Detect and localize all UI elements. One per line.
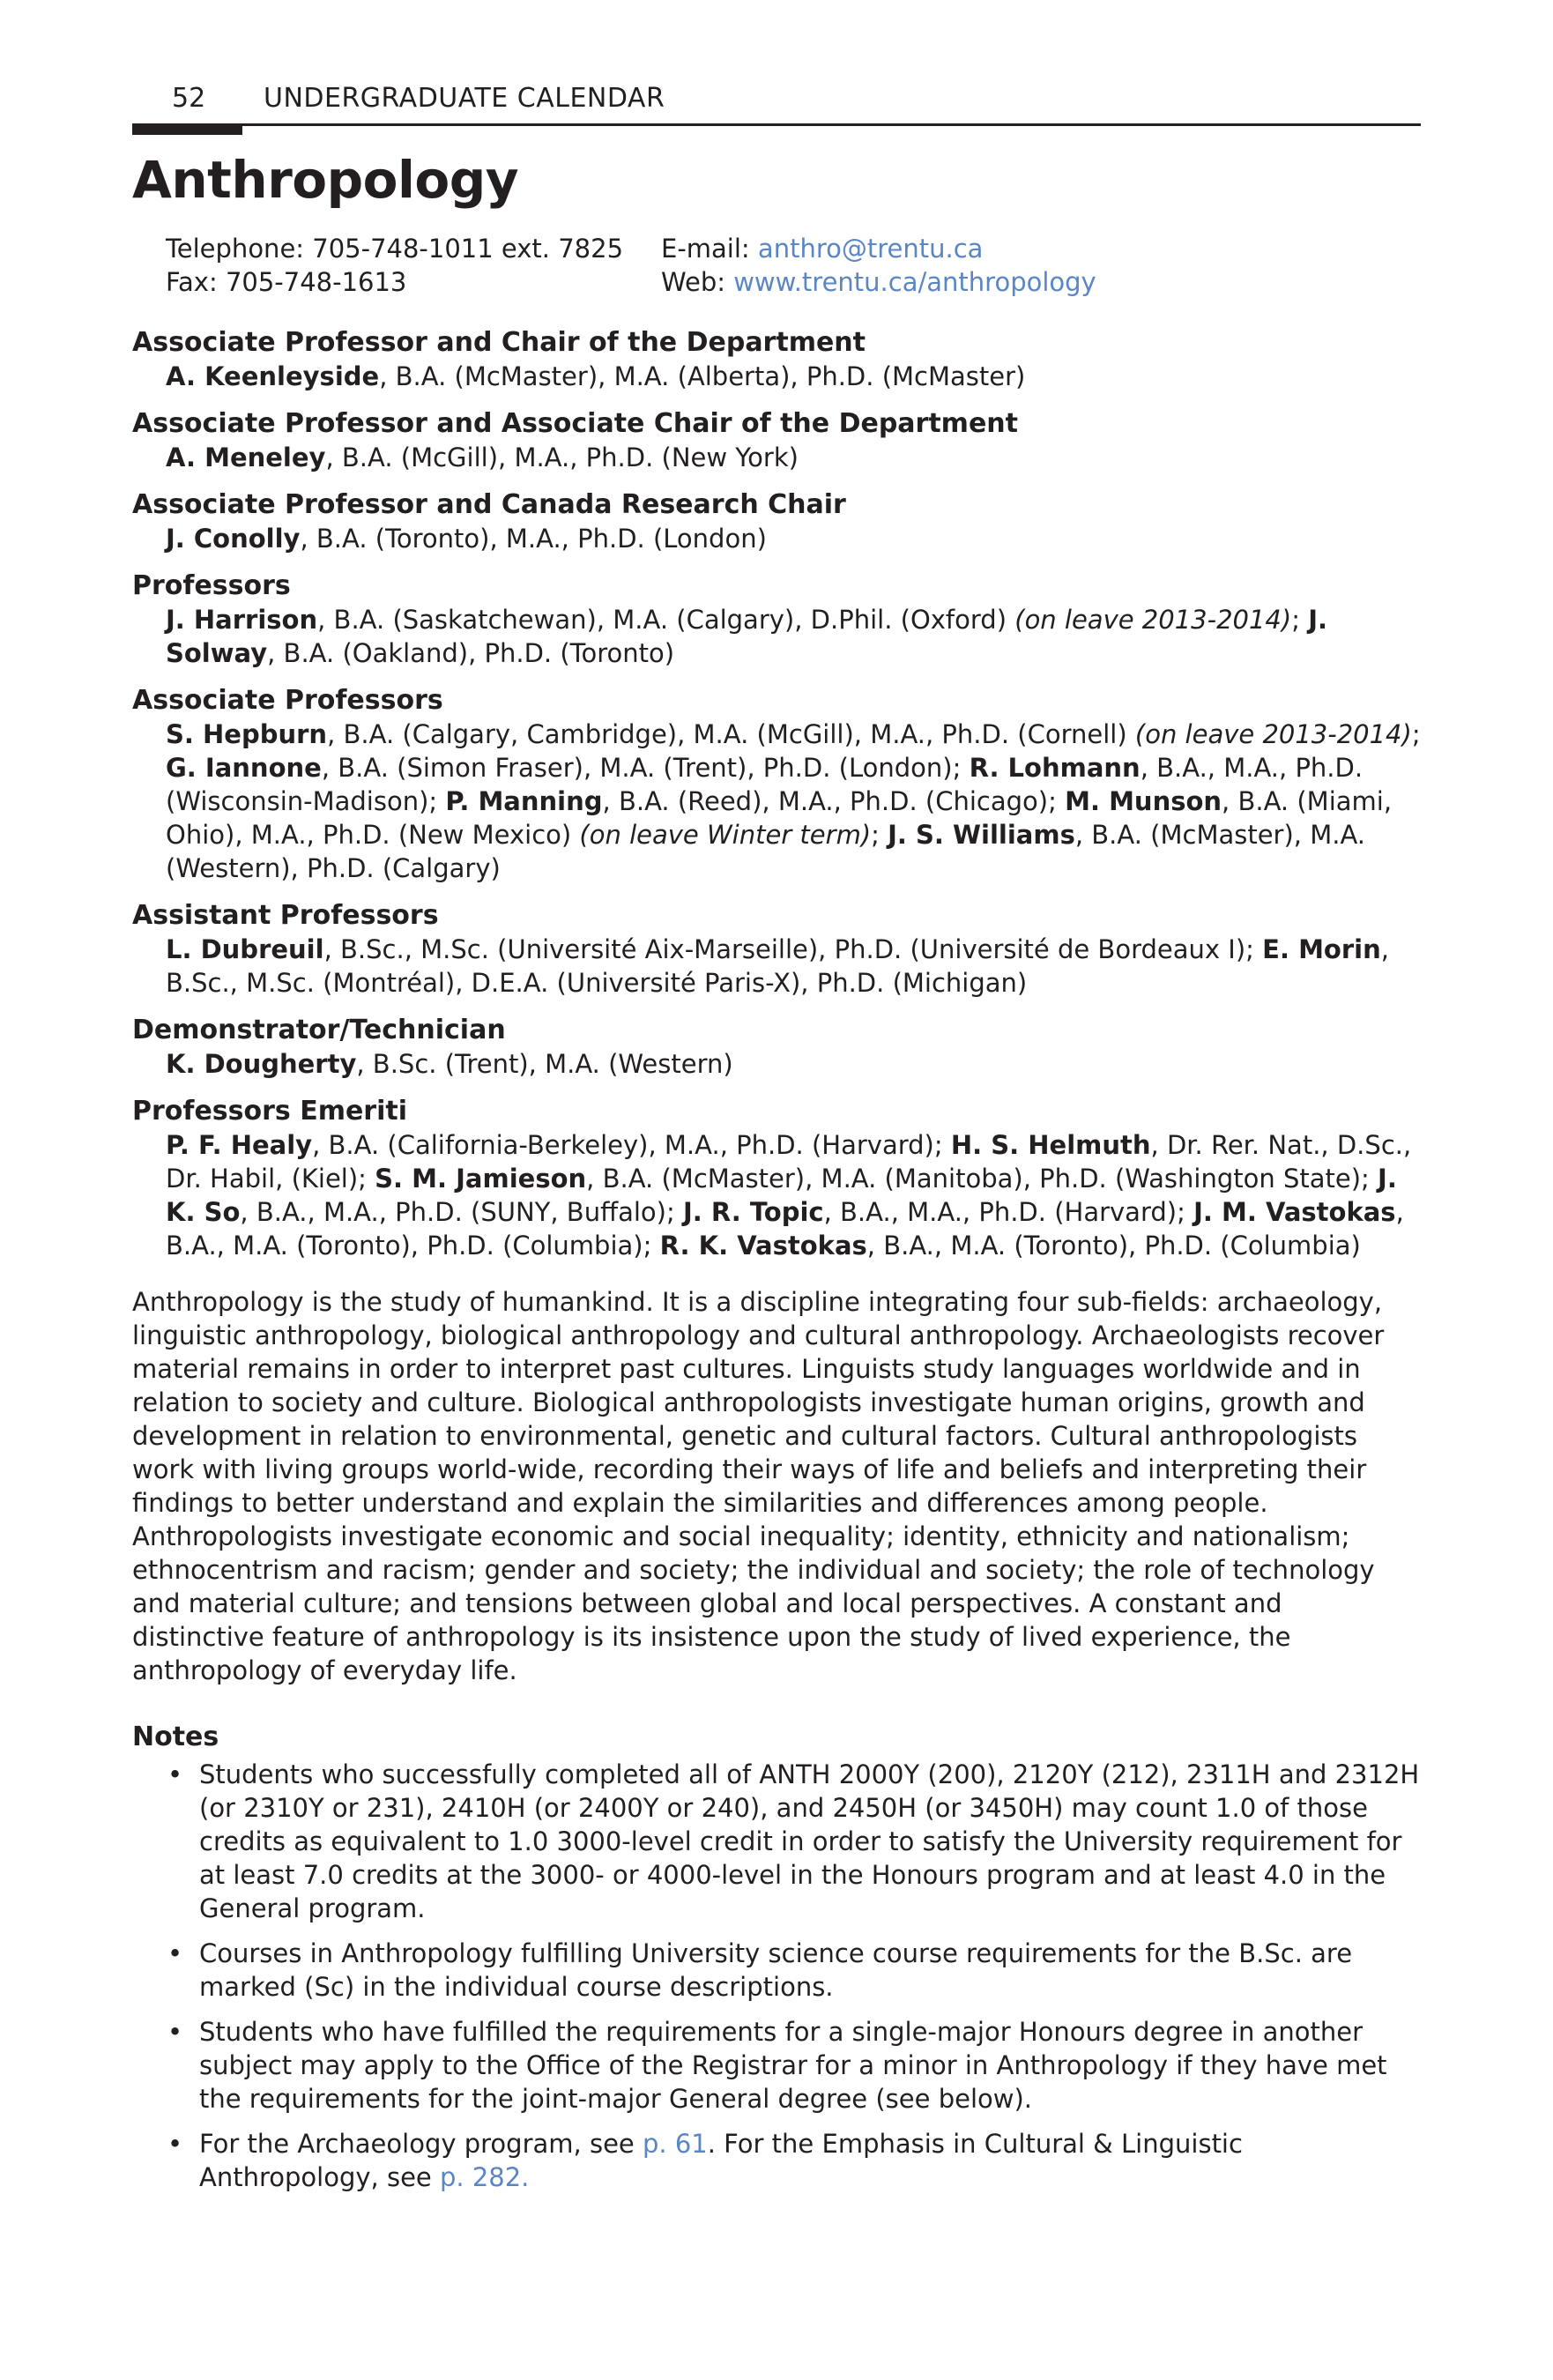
separator: ; [665,1197,683,1227]
intro-paragraph: Anthropology is the study of humankind. It is a discipline integrating four sub-fields: archaeology, linguistic anthropology, biological anthropology and cultural anthropology. Archaeologists recover material remains in order to interpret past cultures. Linguists study languages worldwide and in relation to society and culture. Biological anthropologists investigate human origins, growth and development in relation to environmental, genetic and cultural factors. Cultural anthropologists work with living groups world-wide, recording their ways of life and beliefs and interpreting their findings to better understand and explain the similarities and differences among people. Anthropologists investigate economic and social inequality; identity, ethnicity and nationalism; ethnocentrism and racism; gender and society; the individual and society; the role of technology and material culture; and tensions between global and local perspectives. A constant and distinctive feature of anthropology is its insistence upon the study of lived experience, the anthropology of everyday life. [132,1287,1385,1685]
faculty-degrees: , B.Sc. (Trent), M.A. (Western) [356,1049,733,1079]
section-title: Associate Professor and Associate Chair of the Department [132,408,1018,439]
faculty-degrees: , B.Sc., M.Sc. (Université Aix-Marseille), Ph.D. (Université de Bordeaux I) [323,934,1246,964]
faculty-degrees: , B.A., M.A. (Toronto), Ph.D. (Columbia) [866,1231,1361,1261]
faculty-degrees: , B.A. (McGill), M.A., Ph.D. (New York) [325,443,799,472]
separator: ; [358,1164,375,1194]
note-item [132,1937,1421,2004]
faculty-section [132,1095,1421,1262]
separator: ; [1291,605,1309,635]
fax: Fax: 705-748-1613 [166,267,407,297]
faculty-degrees: , B.A. (Toronto), M.A., Ph.D. (London) [300,524,767,554]
leave-note: (on leave 2013-2014) [1014,605,1292,635]
faculty-degrees: , B.A., M.A., Ph.D. (Harvard) [823,1197,1178,1227]
section-title: Demonstrator/Technician [132,1015,506,1045]
people-list [166,603,1421,670]
people-list [166,718,1421,885]
faculty-degrees: , B.A., M.A., Ph.D. (SUNY, Buffalo) [240,1197,666,1227]
faculty-name: P. F. Healy [166,1130,313,1160]
people-list [166,1047,1421,1081]
faculty-degrees: , B.A. (Calgary, Cambridge), M.A. (McGill), M.A., Ph.D. (Cornell) [327,719,1135,749]
faculty-name: S. Hepburn [166,719,328,749]
faculty-degrees: , B.A. (California-Berkeley), M.A., Ph.D. (Harvard) [312,1130,934,1160]
main-content [132,326,1421,2205]
faculty-name: J. K. So [166,1164,1397,1227]
faculty-name: R. Lohmann [969,753,1141,783]
faculty-name: J. R. Topic [682,1197,824,1227]
separator: ; [1361,1164,1378,1194]
faculty-degrees: , B.Sc., M.Sc. (Montréal), D.E.A. (Université Paris-X), Ph.D. (Michigan) [166,934,1389,998]
web-label: Web: [661,267,734,297]
header-rule-thick [132,123,242,135]
faculty-name: R. K. Vastokas [659,1231,867,1261]
faculty-degrees: , B.A. (McMaster), M.A. (Manitoba), Ph.D. (Washington State) [586,1164,1362,1194]
faculty-name: P. Manning [445,786,603,816]
header-rule-thin [242,123,1421,126]
note-item [132,2127,1421,2194]
faculty-section [132,684,1421,885]
page-link[interactable]: p. 282. [439,2162,530,2192]
note-item [132,1758,1421,1925]
email-link[interactable]: anthro@trentu.ca [757,234,984,264]
note-text: . For the Emphasis in Cultural & Linguistic Anthropology, see [199,2129,1243,2192]
faculty-name: G. Iannone [166,753,322,783]
faculty-name: A. Meneley [166,443,326,472]
web-line [661,265,1096,299]
faculty-section [132,1014,1421,1081]
people-list [166,522,1421,555]
section-title: Associate Professor and Chair of the Department [132,327,866,358]
faculty-name: J. Conolly [166,524,301,554]
bullet-icon: • [167,2129,183,2159]
separator: ; [1177,1197,1194,1227]
faculty-name: M. Munson [1065,786,1222,816]
running-head: UNDERGRADUATE CALENDAR [264,83,665,114]
leave-note: (on leave 2013-2014) [1134,719,1412,749]
page-link[interactable]: p. 61 [642,2129,708,2159]
separator: ; [1411,719,1421,749]
faculty-name: J. S. Williams [888,820,1075,850]
faculty-section [132,407,1421,474]
faculty-degrees: , B.A. (Reed), M.A., Ph.D. (Chicago) [602,786,1049,816]
separator: ; [428,786,446,816]
bullet-icon: • [167,1938,183,1968]
header-row [132,81,1421,123]
section-title: Associate Professor and Canada Research Chair [132,489,846,520]
page-title: Anthropology [132,150,519,210]
faculty-degrees: , B.A. (Miami, Ohio), M.A., Ph.D. (New Mexico) [166,786,1393,850]
section-title: Professors [132,570,291,601]
email-line [661,232,983,265]
separator: ; [933,1130,951,1160]
people-list [166,1128,1421,1262]
bullet-icon: • [167,2017,183,2047]
section-title: Assistant Professors [132,900,439,931]
section-title: Associate Professors [132,685,443,716]
separator: ; [871,820,888,850]
faculty-name: J. Harrison [166,605,318,635]
leave-note: (on leave Winter term) [579,820,872,850]
notes-heading: Notes [132,1722,219,1752]
section-title: Professors Emeriti [132,1096,408,1127]
note-text: Courses in Anthropology fulfilling University science course requirements for the B.Sc. are marked (Sc) in the individual course descriptions. [199,1938,1353,2002]
web-link[interactable]: www.trentu.ca/anthropology [733,267,1096,297]
faculty-name: A. Keenleyside [166,361,380,391]
note-text: For the Archaeology program, see [199,2129,643,2159]
people-list [166,933,1421,1000]
bullet-icon: • [167,1759,183,1789]
faculty-degrees: , B.A. (Oakland), Ph.D. (Toronto) [267,638,675,668]
page-number: 52 [172,83,206,114]
faculty-name: K. Dougherty [166,1049,357,1079]
separator: ; [952,753,970,783]
faculty-section [132,569,1421,670]
faculty-section [132,488,1421,555]
email-label: E-mail: [661,234,758,264]
faculty-degrees: , B.A. (Simon Fraser), M.A. (Trent), Ph.D. (London) [321,753,953,783]
telephone: Telephone: 705-748-1011 ext. 7825 [166,234,624,264]
faculty-list [132,326,1421,1262]
faculty-degrees: , B.A., M.A., Ph.D. (Wisconsin-Madison) [166,753,1364,816]
note-text: Students who successfully completed all of ANTH 2000Y (200), 2120Y (212), 2311H and 2312H (or 2310Y or 231), 2410H (or 2400Y or 240), and 2450H (or 3450H) may count 1.0 of those credits as equivalent to 1.0 3000-level credit in order to satisfy the University requirement for at least 7.0 credits at the 3000- or 4000-level in the Honours program and at least 4.0 in the General program. [199,1759,1420,1923]
notes-list [132,1758,1421,2194]
people-list [166,360,1421,393]
separator: ; [1048,786,1066,816]
separator: ; [1245,934,1263,964]
separator: ; [643,1231,660,1261]
faculty-degrees: , B.A. (Saskatchewan), M.A. (Calgary), D.Phil. (Oxford) [317,605,1015,635]
faculty-name: E. Morin [1262,934,1381,964]
faculty-name: J. M. Vastokas [1193,1197,1396,1227]
faculty-degrees: , B.A. (McMaster), M.A. (Alberta), Ph.D. (McMaster) [379,361,1026,391]
note-item [132,2015,1421,2116]
faculty-name: J. Solway [166,605,1327,668]
note-text: Students who have fulfilled the requirements for a single-major Honours degree in another subject may apply to the Office of the Registrar for a minor in Anthropology if they have met the requirements for the joint-major General degree (see below). [199,2017,1387,2114]
faculty-name: L. Dubreuil [166,934,324,964]
faculty-name: S. M. Jamieson [375,1164,587,1194]
faculty-degrees: , B.A. (McMaster), M.A. (Western), Ph.D. (Calgary) [166,820,1366,883]
faculty-degrees: , Dr. Rer. Nat., D.Sc., Dr. Habil, (Kiel) [166,1130,1412,1194]
faculty-name: H. S. Helmuth [950,1130,1151,1160]
people-list [166,441,1421,474]
faculty-degrees: , B.A., M.A. (Toronto), Ph.D. (Columbia) [166,1197,1404,1261]
faculty-section [132,326,1421,393]
faculty-section [132,899,1421,1000]
